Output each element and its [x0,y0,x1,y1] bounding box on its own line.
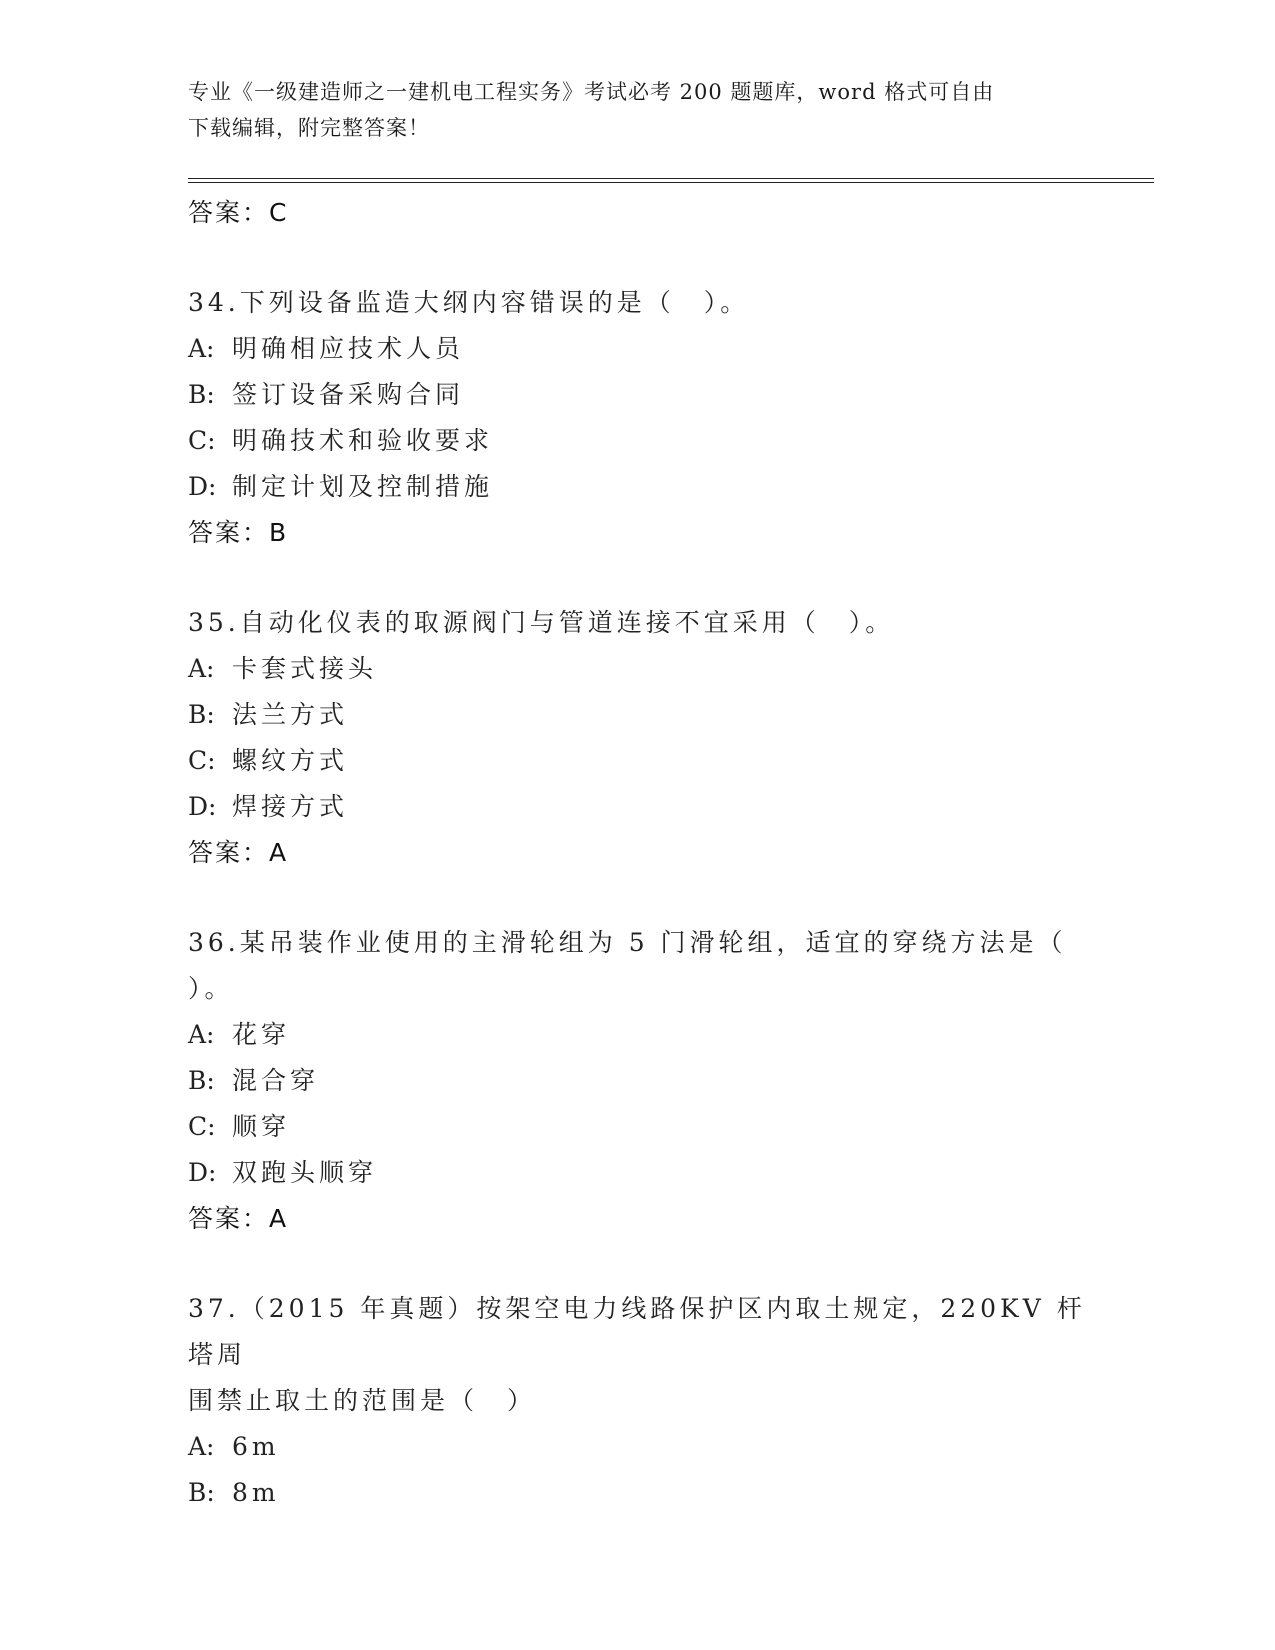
header-divider-thick [188,182,1154,183]
option-d [188,1150,1088,1196]
answer-line: 答案：A [188,1204,289,1233]
option-a [188,1424,1088,1470]
question-text: 34.下列设备监造大纲内容错误的是（ ）。 [188,288,750,317]
option-text: 螺纹方式 [232,746,349,775]
option-key: B: [188,380,215,409]
option-key: C: [188,426,216,455]
option-text: 焊接方式 [232,792,349,821]
option-key: C: [188,746,216,775]
option-d [188,784,1088,830]
option-text: 混合穿 [232,1066,320,1095]
option-text: 6m [232,1432,280,1461]
question-list [188,190,1088,1560]
option-text: 明确相应技术人员 [232,334,465,363]
question-text-continued: 围禁止取土的范围是（ ） [188,1386,537,1415]
option-c [188,418,1088,464]
option-text: 明确技术和验收要求 [232,426,494,455]
option-key: D: [188,1158,217,1187]
option-text: 花穿 [232,1020,291,1049]
option-a [188,1012,1088,1058]
question-block [188,600,1088,876]
option-key: B: [188,700,215,729]
header-line-1: 专业《一级建造师之一建机电工程实务》考试必考 200 题题库，word 格式可自由 [188,80,995,104]
question-text: 37.（2015 年真题）按架空电力线路保护区内取土规定，220KV 杆塔周 [188,1294,1086,1369]
option-key: C: [188,1112,216,1141]
question-block [188,1286,1088,1516]
header-divider-thin [188,178,1154,179]
question-block [188,920,1088,1242]
option-d [188,464,1088,510]
header-line-2: 下载编辑，附完整答案！ [188,116,430,140]
option-text: 签订设备采购合同 [232,380,465,409]
option-b [188,1058,1088,1104]
option-text: 卡套式接头 [232,654,378,683]
question-text: 35.自动化仪表的取源阀门与管道连接不宜采用（ ）。 [188,608,895,637]
option-c [188,738,1088,784]
option-key: B: [188,1478,215,1507]
option-key: A: [188,654,215,683]
answer-line: 答案：B [188,518,289,547]
option-a [188,326,1088,372]
question-text-continued: ）。 [188,974,234,1003]
option-key: D: [188,792,217,821]
option-a [188,646,1088,692]
option-key: D: [188,472,217,501]
question-block [188,280,1088,556]
answer-line: 答案：A [188,838,289,867]
option-b [188,372,1088,418]
option-b [188,692,1088,738]
option-c [188,1104,1088,1150]
question-text: 36.某吊装作业使用的主滑轮组为 5 门滑轮组，适宜的穿绕方法是（ [188,928,1067,957]
answer-line: 答案：C [188,198,289,227]
option-key: A: [188,334,215,363]
option-text: 顺穿 [232,1112,291,1141]
option-text: 制定计划及控制措施 [232,472,494,501]
option-key: B: [188,1066,215,1095]
option-key: A: [188,1020,215,1049]
option-b [188,1470,1088,1516]
page-header [188,74,1068,146]
option-key: A: [188,1432,215,1461]
option-text: 8m [232,1478,280,1507]
option-text: 双跑头顺穿 [232,1158,378,1187]
option-text: 法兰方式 [232,700,349,729]
